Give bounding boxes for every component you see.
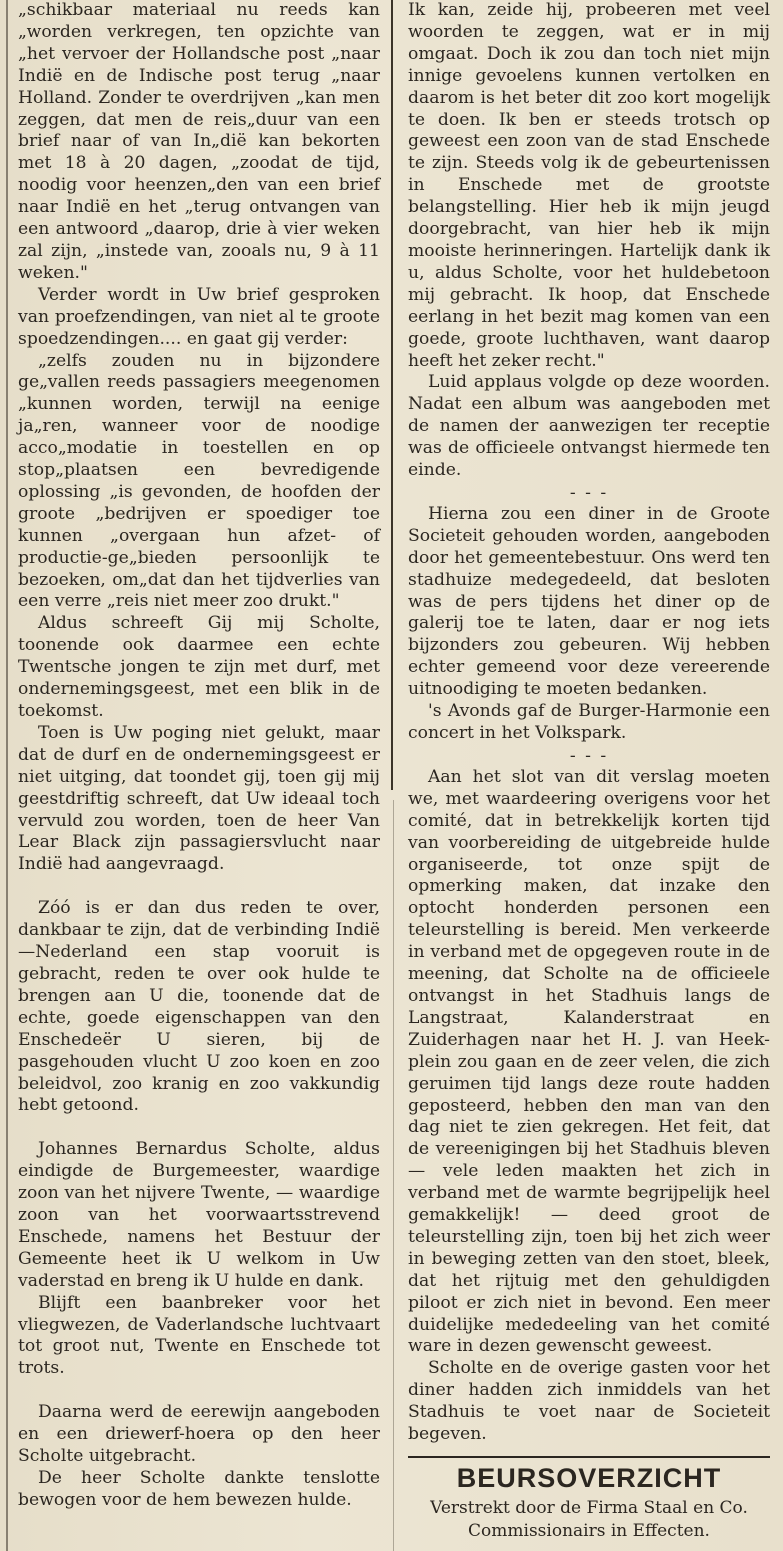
section-subline: Verstrekt door de Firma Staal en Co. <box>430 1498 748 1518</box>
section-subline-2: Commissionairs in Effecten. <box>468 1521 710 1541</box>
left-margin-rule <box>6 0 8 1551</box>
left-column <box>18 0 380 1512</box>
paragraph: Toen is Uw poging niet gelukt, maar dat de durf en de ondernemingsgeest er niet uitging, dat toondet gij, toen gij mij geestdriftig schreeft, dat Uw ideaal toch vervuld zou worden, toen de heer Van Lear Black zijn passagiersvlucht naar Indië had aangevraagd. <box>18 722 380 875</box>
headline-rule <box>408 1456 770 1458</box>
paragraph: Zóó is er dan dus reden te over, dankbaar te zijn, dat de verbinding Indië—Nederland een stap vooruit is gebracht, reden te over ook hulde te brengen aan U die, toonende dat de echte, goede eigenschappen van den Enschedeër U sieren, bij de pasgehouden vlucht U zoo koen en zoo beleidvol, zoo kranig en zoo vakkundig hebt getoond. <box>18 898 380 1116</box>
paragraph: 's Avonds gaf de Burger-Harmonie een concert in het Volkspark. <box>408 701 770 743</box>
section-separator: - - - <box>569 482 609 503</box>
paragraph: Johannes Bernardus Scholte, aldus eindigde de Burgemeester, waardige zoon van het nijvere Twente, — waardige zoon van het voorwaartsstrevend Enschede, namens het Bestuur der Gemeente heet ik U welkom in Uw vaderstad en breng ik U hulde en dank. <box>18 1139 380 1291</box>
section-headline: BEURSOVERZICHT <box>456 1463 722 1493</box>
paragraph: Blijft een baanbreker voor het vliegwezen, de Vaderlandsche luchtvaart tot groot nut, Twente en Enschede tot trots. <box>18 1292 380 1379</box>
paragraph: Hierna zou een diner in de Groote Societeit gehouden worden, aangeboden door het gemeentebestuur. Ons werd ten stadhuize medegedeeld, dat besloten was de pers tijdens het diner op de galerij toe te laten, daar er nog iets bijzonders zou gebeuren. Wij hebben echter gemeend voor deze vereerende uitnoodiging te moeten bedanken. <box>408 503 770 700</box>
paragraph: Ik kan, zeide hij, probeeren met veel woorden te zeggen, wat er in mij omgaat. Doch ik zou dan toch niet mijn innige gevoelens kunnen vertolken en daarom is het beter dit zoo kort mogelijk te doen. Ik ben er steeds trotsch op geweest een zoon van de stad Enschede te zijn. Steeds volg ik de gebeurtenissen in Enschede met de grootste belangstelling. Hier heb ik mijn jeugd doorgebracht, van hier heb ik mijn mooiste herinneringen. Hartelijk dank ik u, aldus Scholte, voor het huldebetoon mij gebracht. Ik hoop, dat Enschede eerlang in het bezit mag komen van een goede, groote luchthaven, want daarop heeft het zeker recht." <box>408 0 770 371</box>
paragraph: Verder wordt in Uw brief gesproken van proefzendingen, van niet al te groote spoedzendingen.... en gaat gij verder: <box>18 284 380 349</box>
paragraph: Scholte en de overige gasten voor het diner hadden zich inmiddels van het Stadhuis te voet naar de Societeit begeven. <box>408 1358 770 1445</box>
column-divider-rule-lower <box>393 800 394 1551</box>
section-separator: - - - <box>569 745 609 766</box>
paragraph: Daarna werd de eerewijn aangeboden en een driewerf-hoera op den heer Scholte uitgebracht. <box>18 1402 380 1467</box>
paragraph: Aan het slot van dit verslag moeten we, met waardeering overigens voor het comité, dat in betrekkelijk korten tijd van voorbereiding de uitgebreide hulde organiseerde, tot onze spijt de opmerking maken, dat inzake den optocht honderden personen een teleurstelling is bereid. Men verkeerde in verband met de opgegeven route in de meening, dat Scholte na de officieele ontvangst in het Stadhuis langs de Langstraat, Kalanderstraat en Zuiderhagen naar het H. J. van Heek-plein zou gaan en de zeer velen, die zich geruimen tijd langs deze route hadden geposteerd, hebben den man van den dag niet te zien gekregen. Het feit, dat de vereenigingen bij het Stadhuis bleven — vele leden maakten het zich in verband met de warmte begrijpelijk heel gemakkelijk! — deed groot de teleurstelling zijn, toen bij het zich weer in beweging zetten van den stoet, bleek, dat het rijtuig met den gehuldigden piloot er zich niet in bevond. Een meer duidelijke mededeeling van het comité ware in dezen gewenscht geweest. <box>408 766 770 1357</box>
paragraph: „schikbaar materiaal nu reeds kan „worden verkregen, ten opzichte van „het vervoer der Hollandsche post „naar Indië en de Indische post terug „naar Holland. Zonder te overdrijven „kan men zeggen, dat men de reis„duur van een brief naar of van In„dië kan bekorten met 18 à 20 dagen, „zoodat de tijd, noodig voor heenzen„den van een brief naar Indië en het „terug ontvangen van een antwoord „daarop, drie à vier weken zal zijn, „instede van, zooals nu, 9 à 11 weken." <box>18 0 380 283</box>
column-divider-rule <box>391 0 393 790</box>
paragraph: Luid applaus volgde op deze woorden. Nadat een album was aangeboden met de namen der aanwezigen ter receptie was de officieele ontvangst hiermede ten einde. <box>408 372 770 481</box>
right-column <box>408 0 770 1542</box>
paragraph: De heer Scholte dankte tenslotte bewogen voor de hem bewezen hulde. <box>18 1468 380 1510</box>
paragraph: Aldus schreeft Gij mij Scholte, toonende ook daarmee een echte Twentsche jongen te zijn met durf, met ondernemingsgeest, met een blik in de toekomst. <box>18 613 380 721</box>
paragraph: „zelfs zouden nu in bijzondere ge„vallen reeds passagiers meegenomen „kunnen worden, terwijl na eenige ja„ren, wanneer voor de noodige acco„modatie in toestellen en op stop„plaatsen een bevredigende oplossing „is gevonden, de hoofden der groote „bedrijven er spoediger toe kunnen „overgaan hun afzet- of productie-ge„bieden persoonlijk te bezoeken, om„dat dan het tijdverlies van een verre „reis niet meer zoo drukt." <box>18 350 380 612</box>
